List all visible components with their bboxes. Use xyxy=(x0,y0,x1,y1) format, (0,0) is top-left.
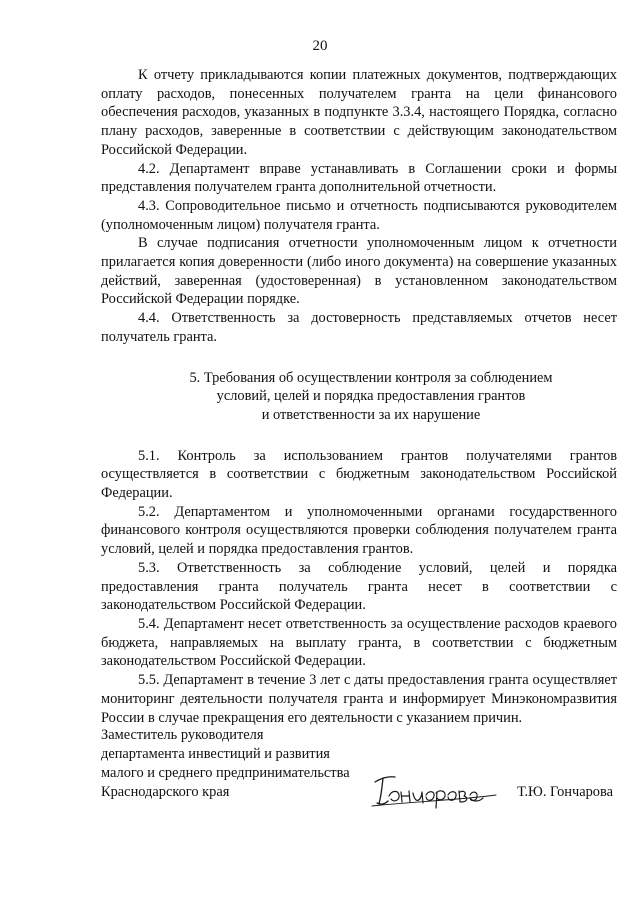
paragraph-4-2: 4.2. Департамент вправе устанавливать в Соглашении сроки и формы представления получателем гранта дополнительной отчетности. xyxy=(101,160,617,196)
signatory-position-line-2: департамента инвестиций и развития xyxy=(101,746,330,762)
section-5-heading xyxy=(101,369,617,425)
paragraph-authorized-signing: В случае подписания отчетности уполномоченным лицом к отчетности прилагается копия доверенности (либо иного документа) на совершение указанных действий, заверенная (удостоверенная) в установленном законодательством Российской Федерации порядке. xyxy=(101,235,617,308)
paragraph-5-1: 5.1. Контроль за использованием грантов получателями грантов осуществляется в соответствии с бюджетным законодательством Российской Федерации. xyxy=(101,447,617,502)
handwritten-signature xyxy=(369,762,499,814)
signatory-name: Т.Ю. Гончарова xyxy=(517,784,613,800)
paragraph-5-4: 5.4. Департамент несет ответственность за осуществление расходов краевого бюджета, направляемых на выплату гранта, в соответствии с бюджетным законодательством Российской Федерации. xyxy=(101,615,617,670)
section-5-heading-line-3: и ответственности за их нарушение xyxy=(261,406,481,423)
paragraph-4-4: 4.4. Ответственность за достоверность представляемых отчетов несет получатель гранта. xyxy=(101,310,617,345)
section-5-heading-line-1: 5. Требования об осуществлении контроля за соблюдением xyxy=(189,369,553,386)
section-5-heading-line-2: условий, целей и порядка предоставления грантов xyxy=(216,388,526,405)
signatory-position-line-4: Краснодарского края xyxy=(101,784,230,800)
document-body xyxy=(101,66,617,727)
paragraph-5-3: 5.3. Ответственность за соблюдение условий, целей и порядка предоставления гранта получатель гранта несет в соответствии с законодательством Российской Федерации. xyxy=(101,559,617,614)
signature-block xyxy=(101,726,621,802)
page-number: 20 xyxy=(312,38,328,54)
signatory-position-line-1: Заместитель руководителя xyxy=(101,727,264,743)
paragraph-5-2: 5.2. Департаментом и уполномоченными органами государственного финансового контроля осуществляются проверки соблюдения получателем гранта условий, целей и порядка предоставления грантов. xyxy=(101,503,617,558)
paragraph-report-attachments: К отчету прикладываются копии платежных документов, подтверждающих оплату расходов, понесенных получателем гранта на цели финансового обеспечения расходов, указанных в подпункте 3.3.4, настоящего Порядка, согласно плану расходов, заверенные в соответствии с действующим законодательством Российской Федерации. xyxy=(101,67,617,158)
signatory-position-line-3: малого и среднего предпринимательства xyxy=(101,765,350,781)
paragraph-4-3: 4.3. Сопроводительное письмо и отчетность подписываются руководителем (уполномоченным лицом) получателя гранта. xyxy=(101,197,617,233)
paragraph-5-5: 5.5. Департамент в течение 3 лет с даты предоставления гранта осуществляет мониторинг деятельности получателя гранта и информирует Минэкономразвития России в случае прекращения его деятельности с указанием причин. xyxy=(101,672,617,726)
